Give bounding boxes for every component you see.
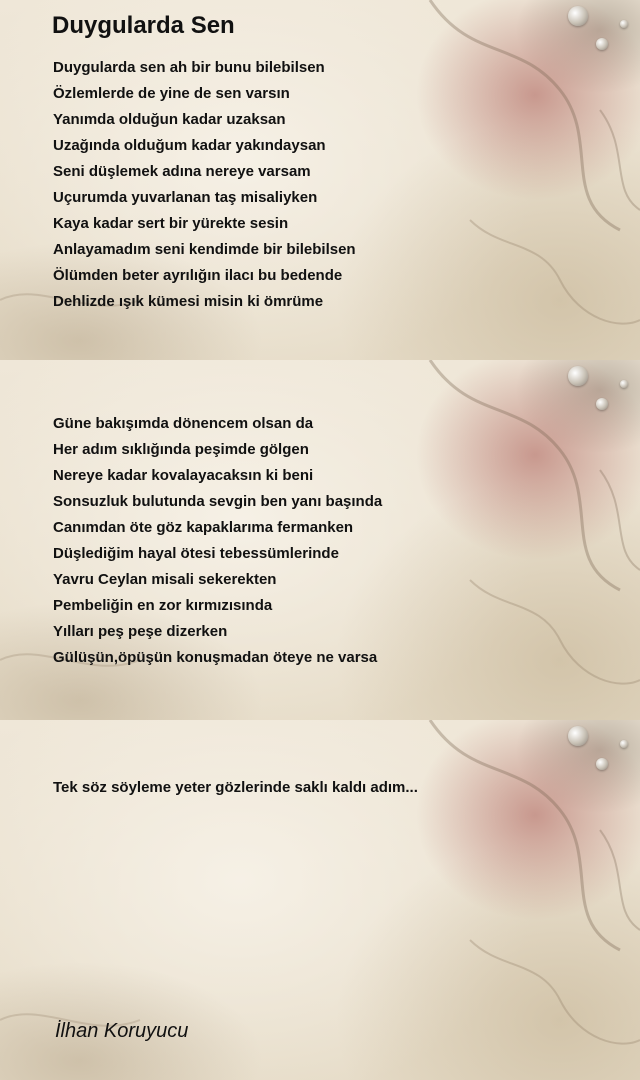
poem-line: Pembeliğin en zor kırmızısında [53, 597, 273, 614]
stanza-3 [53, 775, 418, 801]
poem-line: Sonsuzluk bulutunda sevgin ben yanı başında [53, 493, 383, 510]
poem-line: Dehlizde ışık kümesi misin ki ömrüme [53, 293, 324, 310]
poem-line: Anlayamadım seni kendimde bir bilebilsen [53, 241, 356, 258]
poem-line: Yılları peş peşe dizerken [53, 623, 228, 640]
pearl-ornament [620, 740, 628, 748]
pearl-ornament [568, 6, 588, 26]
pearl-ornament [620, 20, 628, 28]
poem-line: Gülüşün,öpüşün konuşmadan öteye ne varsa [53, 649, 378, 666]
poem-author: İlhan Koruyucu [55, 1020, 189, 1042]
pearl-ornament [568, 726, 588, 746]
poem-panel-2 [0, 360, 640, 720]
poem-line: Ölümden beter ayrılığın ilacı bu bedende [53, 267, 343, 284]
pearl-ornament [596, 758, 608, 770]
poem-line: Düşlediğim hayal ötesi tebessümlerinde [53, 545, 339, 562]
poem-line: Güne bakışımda dönencem olsan da [53, 415, 314, 432]
poem-line: Canımdan öte göz kapaklarıma fermanken [53, 519, 354, 536]
poem-title: Duygularda Sen [52, 12, 235, 39]
poem-line: Duygularda sen ah bir bunu bilebilsen [53, 59, 325, 76]
poem-line: Nereye kadar kovalayacaksın ki beni [53, 467, 314, 484]
poem-line: Kaya kadar sert bir yürekte sesin [53, 215, 289, 232]
pearl-ornament [620, 380, 628, 388]
pearl-ornament [596, 398, 608, 410]
poem-line: Özlemlerde de yine de sen varsın [53, 85, 290, 102]
pearl-ornament [596, 38, 608, 50]
poem-panel-1 [0, 0, 640, 360]
poem-line: Her adım sıklığında peşimde gölgen [53, 441, 309, 458]
poem-line: Yavru Ceylan misali sekerekten [53, 571, 277, 588]
stanza-1 [53, 55, 356, 315]
stanza-2 [53, 411, 382, 671]
pearl-ornament [568, 366, 588, 386]
poem-line: Uçurumda yuvarlanan taş misaliyken [53, 189, 318, 206]
poem-panel-3 [0, 720, 640, 1080]
poem-line: Tek söz söyleme yeter gözlerinde saklı kaldı adım... [53, 779, 418, 796]
poem-line: Yanımda olduğun kadar uzaksan [53, 111, 286, 128]
poem-line: Seni düşlemek adına nereye varsam [53, 163, 311, 180]
poem-line: Uzağında olduğum kadar yakındaysan [53, 137, 326, 154]
